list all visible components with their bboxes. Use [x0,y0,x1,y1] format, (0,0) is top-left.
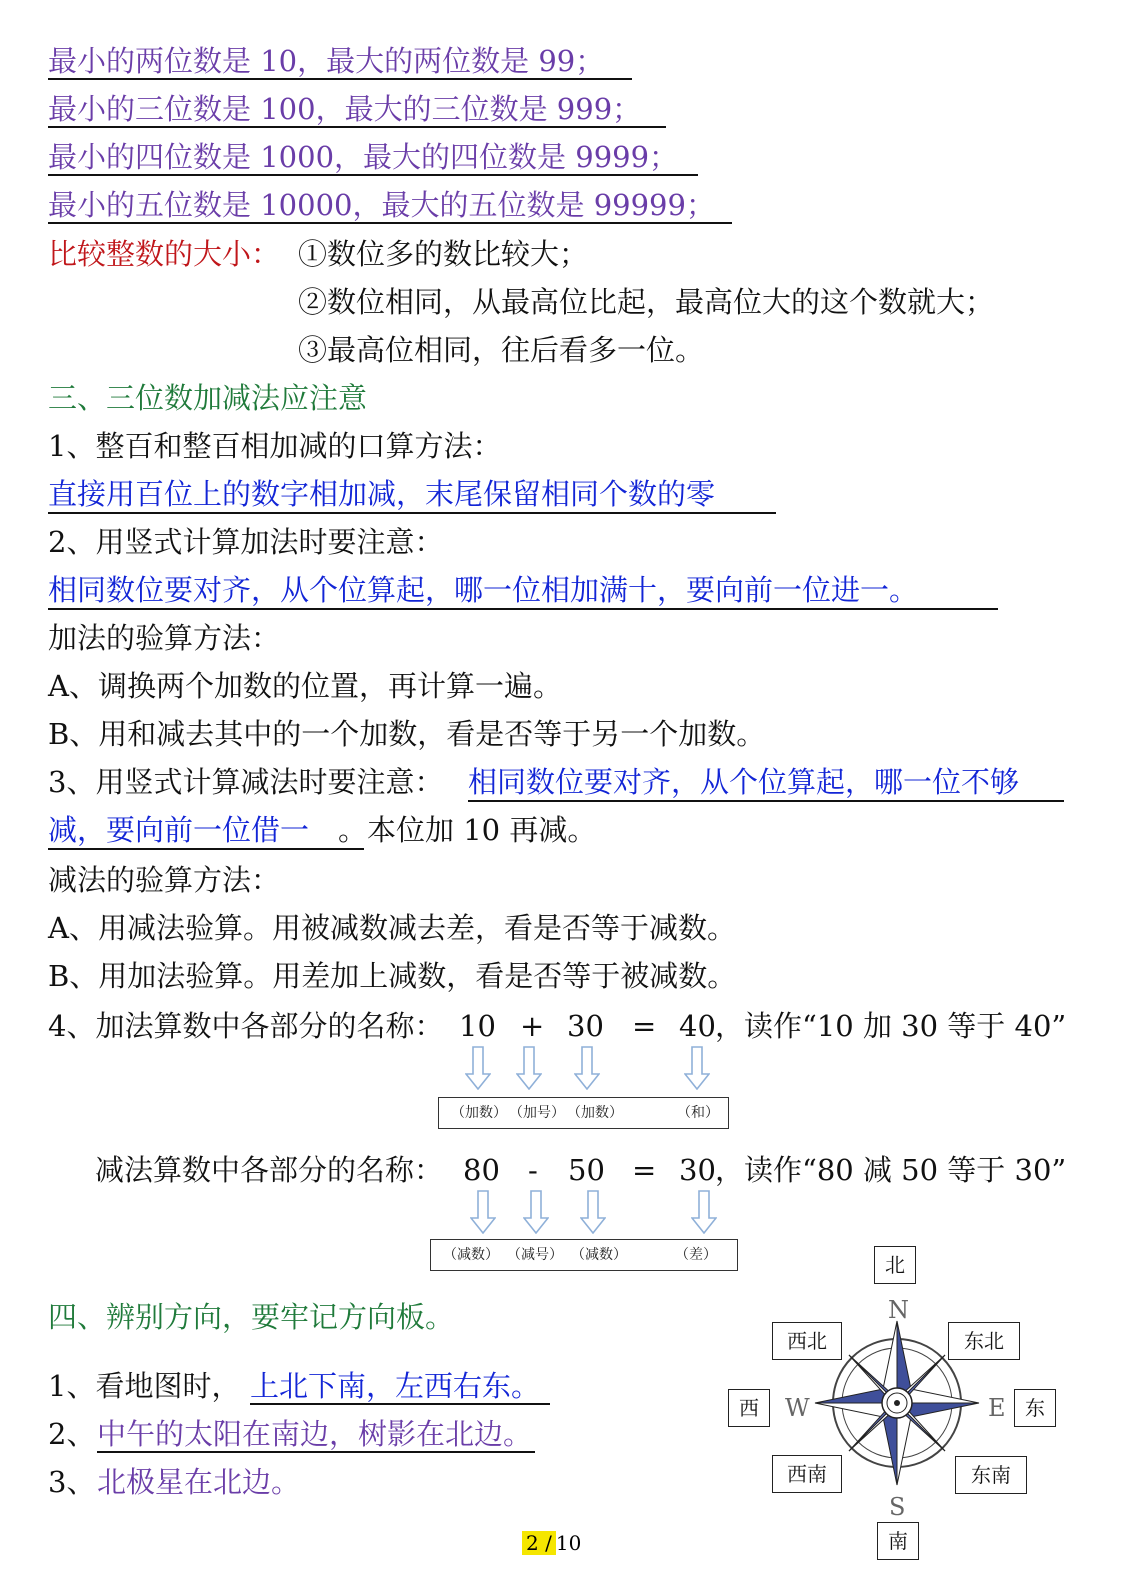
compass-letter-w: W [785,1394,810,1422]
s4-item1-answer: 上北下南，左西右东。 [250,1369,541,1403]
fact-two-digit: 最小的两位数是 10，最大的两位数是 99； [48,44,605,78]
sub-label: 减法算数中各部分的名称： [95,1153,444,1187]
down-arrow-icon [684,1046,710,1090]
direction-northeast: 东北 [948,1322,1020,1360]
compass-letter-n: N [888,1296,909,1324]
down-arrow-icon [574,1046,600,1090]
compass-letter-e: E [988,1394,1006,1422]
name-plus-sign: （加号） [509,1105,565,1121]
sub-reading: ，读作“80 减 50 等于 30” [715,1153,1067,1187]
fact-four-digit: 最小的四位数是 1000，最大的四位数是 9999； [48,140,679,174]
fact-three-digit: 最小的三位数是 100，最大的三位数是 999； [48,92,642,126]
s3-item1: 1、整百和整百相加减的口算方法： [48,429,502,463]
s3-item4-label: 4、加法算数中各部分的名称： [48,1009,444,1043]
down-arrow-icon [523,1190,549,1234]
sub-check-title: 减法的验算方法： [48,863,281,897]
underline [468,800,1064,802]
s3-item3-answer-2: 减，要向前一位借一 [48,813,310,847]
underline [48,512,776,514]
page-separator: / [545,1531,552,1555]
direction-northwest: 西北 [772,1322,842,1360]
down-arrow-icon [516,1046,542,1090]
compare-rule-1: ①数位多的数比较大； [298,237,589,271]
add-check-a: A、调换两个加数的位置，再计算一遍。 [48,669,562,703]
underline [250,1403,550,1405]
add-reading: ，读作“10 加 30 等于 40” [715,1009,1067,1043]
s4-item2-prefix: 2、 [48,1417,96,1451]
name-addend-2: （加数） [567,1105,623,1121]
sub-names-box [430,1239,738,1271]
sub-check-a: A、用减法验算。用被减数减去差，看是否等于减数。 [48,911,736,945]
compare-rule-2: ②数位相同，从最高位比起，最高位大的这个数就大； [298,285,995,319]
add-term-2: 30 [567,1009,604,1043]
direction-west: 西 [728,1389,770,1427]
s3-item2: 2、用竖式计算加法时要注意： [48,525,444,559]
name-addend-1: （加数） [451,1105,507,1121]
s4-item3-answer: 北极星在北边。 [97,1465,301,1499]
underline [48,848,364,850]
underline [48,608,998,610]
underline [97,1451,535,1453]
direction-south: 南 [877,1522,919,1560]
add-sum: 40 [679,1009,716,1043]
section4-title: 四、辨别方向，要牢记方向板。 [48,1300,455,1334]
name-minuend: （减数） [443,1247,499,1263]
add-check-title: 加法的验算方法： [48,621,281,655]
direction-southwest: 西南 [772,1455,842,1493]
page-current-highlight [522,1531,556,1555]
compass-letter-s: S [889,1493,906,1521]
s3-item3-suffix: 。本位加 10 再减。 [338,813,597,847]
direction-southeast: 东南 [955,1456,1027,1494]
s4-item1-prefix: 1、看地图时， [48,1369,241,1403]
s3-item3-answer-1: 相同数位要对齐，从个位算起，哪一位不够 [468,765,1020,799]
name-minus-sign: （减号） [507,1247,563,1263]
underline [48,78,632,80]
s3-item1-answer: 直接用百位上的数字相加减，末尾保留相同个数的零 [48,477,716,511]
s3-item3-prefix: 3、用竖式计算减法时要注意： [48,765,444,799]
direction-north: 北 [874,1246,916,1284]
sub-term-2: 50 [568,1153,605,1187]
sub-check-b: B、用加法验算。用差加上减数，看是否等于被减数。 [48,959,737,993]
sub-difference: 30 [679,1153,716,1187]
name-subtrahend: （减数） [571,1247,627,1263]
name-sum: （和） [677,1105,719,1121]
s4-item3-prefix: 3、 [48,1465,96,1499]
sub-minus: - [528,1153,538,1187]
compare-rule-3: ③最高位相同，往后看多一位。 [298,333,705,367]
add-term-1: 10 [459,1009,496,1043]
add-plus: + [520,1009,545,1043]
down-arrow-icon [691,1190,717,1234]
name-difference: （差） [675,1247,717,1263]
underline [48,126,666,128]
sub-equals: = [632,1153,657,1187]
down-arrow-icon [465,1046,491,1090]
page-current: 2 [526,1531,539,1555]
section3-title: 三、三位数加减法应注意 [48,381,368,415]
underline [48,174,698,176]
add-names-box [438,1097,729,1129]
down-arrow-icon [580,1190,606,1234]
add-check-b: B、用和减去其中的一个加数，看是否等于另一个加数。 [48,717,766,751]
underline [48,222,732,224]
fact-five-digit: 最小的五位数是 10000，最大的五位数是 99999； [48,188,715,222]
page-total: 10 [555,1531,582,1555]
down-arrow-icon [470,1190,496,1234]
add-equals: = [632,1009,657,1043]
compare-label: 比较整数的大小： [48,237,281,271]
s3-item2-answer: 相同数位要对齐，从个位算起，哪一位相加满十，要向前一位进一。 [48,573,919,607]
direction-east: 东 [1014,1389,1056,1427]
sub-term-1: 80 [463,1153,500,1187]
page-number [522,1529,581,1557]
s4-item2-answer: 中午的太阳在南边，树影在北边。 [97,1417,533,1451]
